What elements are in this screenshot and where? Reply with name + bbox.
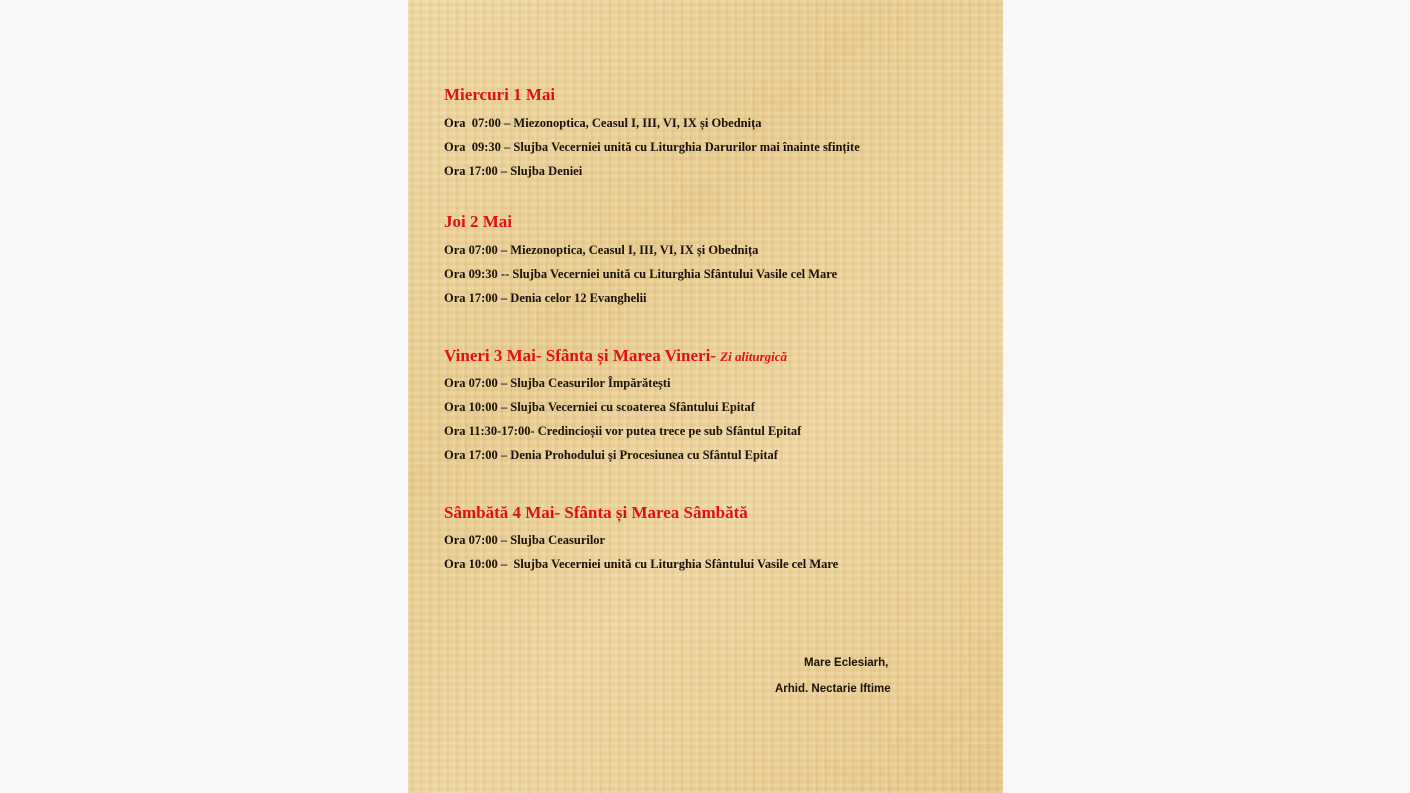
schedule-line: Ora 11:30-17:00- Credincioșii vor putea trece pe sub Sfântul Epitaf <box>444 424 802 438</box>
signature-role: Mare Eclesiarh, <box>804 657 889 669</box>
day-title: Joi 2 Mai <box>444 212 512 231</box>
schedule-line: Ora 07:00 – Slujba Ceasurilor <box>444 533 606 547</box>
schedule-line: Ora 07:00 – Slujba Ceasurilor Împărătești <box>444 376 671 390</box>
day-heading-saturday <box>444 503 748 523</box>
day-heading-wednesday <box>444 85 555 105</box>
signature-name: Arhid. Nectarie Iftime <box>775 683 891 695</box>
day-title: Vineri 3 Mai- Sfânta și Marea Vineri- <box>444 346 721 365</box>
schedule-line: Ora 10:00 – Slujba Vecerniei cu scoaterea Sfântului Epitaf <box>444 400 755 414</box>
schedule-line: Ora 17:00 – Denia Prohodului și Procesiunea cu Sfântul Epitaf <box>444 448 778 462</box>
day-heading-thursday <box>444 212 512 232</box>
day-heading-friday <box>444 346 787 367</box>
schedule-line: Ora 09:30 -- Slujba Vecerniei unită cu Liturghia Sfântului Vasile cel Mare <box>444 267 838 281</box>
day-note: Zi aliturgică <box>720 349 788 364</box>
day-title: Miercuri 1 Mai <box>444 85 556 104</box>
schedule-page <box>408 0 1003 793</box>
schedule-line: Ora 09:30 – Slujba Vecerniei unită cu Liturghia Darurilor mai înainte sfințite <box>444 140 860 154</box>
schedule-line: Ora 10:00 – Slujba Vecerniei unită cu Liturghia Sfântului Vasile cel Mare <box>444 557 839 571</box>
schedule-line: Ora 17:00 – Denia celor 12 Evanghelii <box>444 291 647 305</box>
schedule-line: Ora 07:00 – Miezonoptica, Ceasul I, III, VI, IX și Obednița <box>444 243 759 257</box>
schedule-line: Ora 17:00 – Slujba Deniei <box>444 164 583 178</box>
schedule-line: Ora 07:00 – Miezonoptica, Ceasul I, III, VI, IX și Obednița <box>444 116 762 130</box>
day-title: Sâmbătă 4 Mai- Sfânta și Marea Sâmbătă <box>444 503 748 522</box>
